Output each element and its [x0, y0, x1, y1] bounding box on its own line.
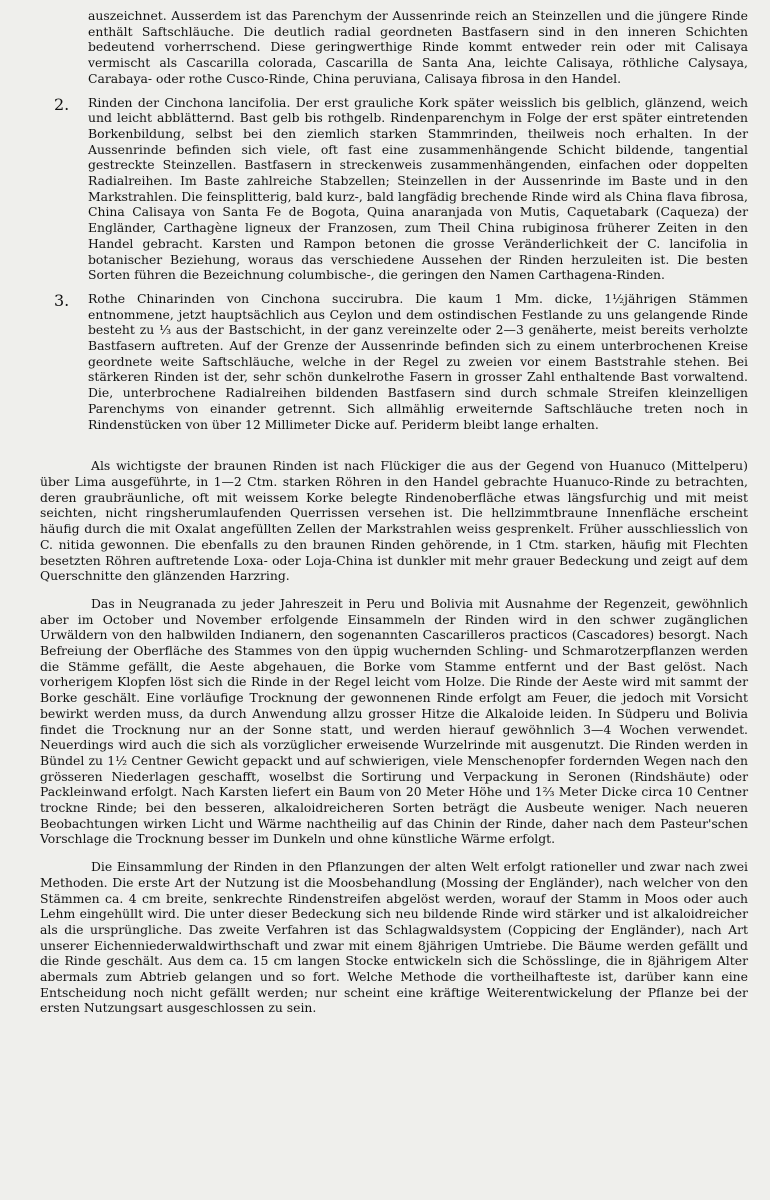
list-item-2: [54, 94, 748, 283]
list-item-number: 2.: [54, 94, 70, 114]
intro-continuation: auszeichnet. Ausserdem ist das Parenchym der Aussenrinde reich an Steinzellen und die jüngere Rinde enthält Saftschläuche. Die deutlich radial geordneten Bastfasern sind in den inneren Schichten bedeutend vorherrschend. Diese geringwerthige Rinde kommt entweder rein oder mit Calisaya vermischt als Cascarilla colorada, Cascarilla de Santa Ana, leichte Calisaya, röthliche Calysaya, Carabaya- oder rothe Cusco-Rinde, China peruviana, Calisaya fibrosa in den Handel.: [88, 8, 748, 86]
paragraph-pflanzungen: Die Einsammlung der Rinden in den Pflanzungen der alten Welt erfolgt rationeller und zwar nach zwei Methoden. Die erste Art der Nutzung ist die Moosbehandlung (Mossing der Engländer), nach welcher von den Stämmen ca. 4 cm breite, senkrechte Rindenstreifen abgelöst werden, worauf der Stamm in Moos oder auch Lehm eingehüllt wird. Die unter dieser Bedeckung sich neu bildende Rinde wird stärker und ist alkaloidreicher als die ursprüngliche. Das zweite Verfahren ist das Schlagwaldsystem (Coppicing der Engländer), nach Art unserer Eichenniederwaldwirthschaft und zwar mit einem 8jährigen Umtriebe. Die Bäume werden gefällt und die Rinde geschält. Aus dem ca. 15 cm langen Stocke entwickeln sich die Schösslinge, die in 8jährigem Alter abermals zum Abtrieb gelangen und so fort. Welche Methode die vortheilhafteste ist, darüber kann eine Entscheidung noch nicht gefällt werden; nur scheint eine kräftige Weiterentwickelung der Pflanze bei der ersten Nutzungsart ausgeschlossen zu sein.: [40, 859, 748, 1016]
list-item-3: [54, 290, 748, 432]
paragraph-huanuco: Als wichtigste der braunen Rinden ist nach Flückiger die aus der Gegend von Huanuco (Mittelperu) über Lima ausgeführte, in 1—2 Ctm. starken Röhren in den Handel gebrachte Huanuco-Rinde zu betrachten, deren graubräunliche, oft mit weissem Korke belegte Rindenoberfläche etwas längsfurchig und mit meist seichten, nicht ringsherumlaufenden Querrissen versehen ist. Die hellzimmtbraune Innenfläche erscheint häufig durch die mit Oxalat angefüllten Zellen der Markstrahlen weiss gesprenkelt. Früher ausschliesslich von C. nitida gewonnen. Die ebenfalls zu den braunen Rinden gehörende, in 1 Ctm. starken, häufig mit Flechten besetzten Röhren auftretende Loxa- oder Loja-China ist dunkler mit mehr grauer Bedeckung und zeigt auf dem Querschnitte den glänzenden Harzring.: [40, 458, 748, 584]
list-item-text: Rothe Chinarinden von Cinchona succirubra. Die kaum 1 Mm. dicke, 1½jährigen Stämmen entnommene, jetzt hauptsächlich aus Ceylon und dem ostindischen Festlande zu uns gelangende Rinde besteht zu ⅓ aus der Bastschicht, in der ganz vereinzelte oder 2—3 genäherte, meist bereits verholzte Bastfasern auftreten. Auf der Grenze der Aussenrinde befinden sich zu einem unterbrochenen Kreise geordnete weite Saftschläuche, welche in der Regel zu zweien vor einem Baststrahle stehen. Bei stärkeren Rinden ist der, sehr schön dunkelrothe Fasern in grosser Zahl enthaltende Bast vorwaltend. Die, unterbrochene Radialreihen bildenden Bastfasern sind durch schmale Streifen kleinzelligen Parenchyms von einander getrennt. Sich allmählig erweiternde Saftschläuche treten noch in Rindenstücken von über 12 Millimeter Dicke auf. Periderm bleibt lange erhalten.: [88, 290, 748, 432]
list-item-text: Rinden der Cinchona lancifolia. Der erst grauliche Kork später weisslich bis gelblich, glänzend, weich und leicht abblätternd. Bast gelb bis rothgelb. Rindenparenchym in Folge der erst später eintretenden Borkenbildung, selbst bei den ziemlich starken Stammrinden, theilweis noch erhalten. In der Aussenrinde befinden sich viele, oft fast eine zusammenhängende Schicht bildende, tangential gestreckte Steinzellen. Bastfasern in streckenweis zusammenhängenden, einfachen oder doppelten Radialreihen. Im Baste zahlreiche Stabzellen; Steinzellen in der Aussenrinde im Baste und in den Markstrahlen. Die feinsplitterig, bald kurz-, bald langfädig brechende Rinde wird als China flava fibrosa, China Calisaya von Santa Fe de Bogota, Quina anaranjada von Mutis, Caquetabark (Caqueza) der Engländer, Carthagène ligneux der Franzosen, zum Theil China rubiginosa früherer Zeiten in den Handel gebracht. Karsten und Rampon betonen die grosse Veränderlichkeit der C. lancifolia in botanischer Beziehung, woraus das verschiedene Aussehen der Rinden herzuleiten ist. Die besten Sorten führen die Bezeichnung columbische-, die geringen den Namen Carthagena-Rinden.: [88, 94, 748, 283]
paragraph-einsammeln: Das in Neugranada zu jeder Jahreszeit in Peru und Bolivia mit Ausnahme der Regenzeit, gewöhnlich aber im October und November erfolgende Einsammeln der Rinden wird in den schwer zugänglichen Urwäldern von den halbwilden Indianern, den sogenannten Cascarilleros practicos (Cascadores) besorgt. Nach Befreiung der Oberfläche des Stammes von den üppig wuchernden Schling- und Schmarotzerpflanzen werden die Stämme gefällt, die Aeste abgehauen, die Borke vom Stamme entfernt und der Bast gelöst. Nach vorherigem Klopfen löst sich die Rinde in der Regel leicht vom Holze. Die Rinde der Aeste wird mit sammt der Borke geschält. Eine vorläufige Trocknung der gewonnenen Rinde erfolgt am Feuer, die jedoch mit Vorsicht bewirkt werden muss, da durch Anwendung allzu grosser Hitze die Alkaloide leiden. In Südperu und Bolivia findet die Trocknung nur an der Sonne statt, und werden hierauf gewöhnlich 3—4 Wochen verwendet. Neuerdings wird auch die sich als vorzüglicher erweisende Wurzelrinde mit ausgenutzt. Die Rinden werden in Bündel zu 1½ Centner Gewicht gepackt und auf schwierigen, viele Menschenopfer fordernden Wegen nach den grösseren Niederlagen geschafft, woselbst die Sortirung und Verpackung in Seronen (Rindshäute) oder Packleinwand erfolgt. Nach Karsten liefert ein Baum von 20 Meter Höhe und 1⅔ Meter Dicke circa 10 Centner trockne Rinde; bei den besseren, alkaloidreicheren Sorten beträgt die Ausbeute weniger. Nach neueren Beobachtungen wirken Licht und Wärme nachtheilig auf das Chinin der Rinde, daher nach dem Pasteur'schen Vorschlage die Trocknung besser im Dunkeln und ohne künstliche Wärme erfolgt.: [40, 595, 748, 847]
list-item-number: 3.: [54, 290, 70, 310]
